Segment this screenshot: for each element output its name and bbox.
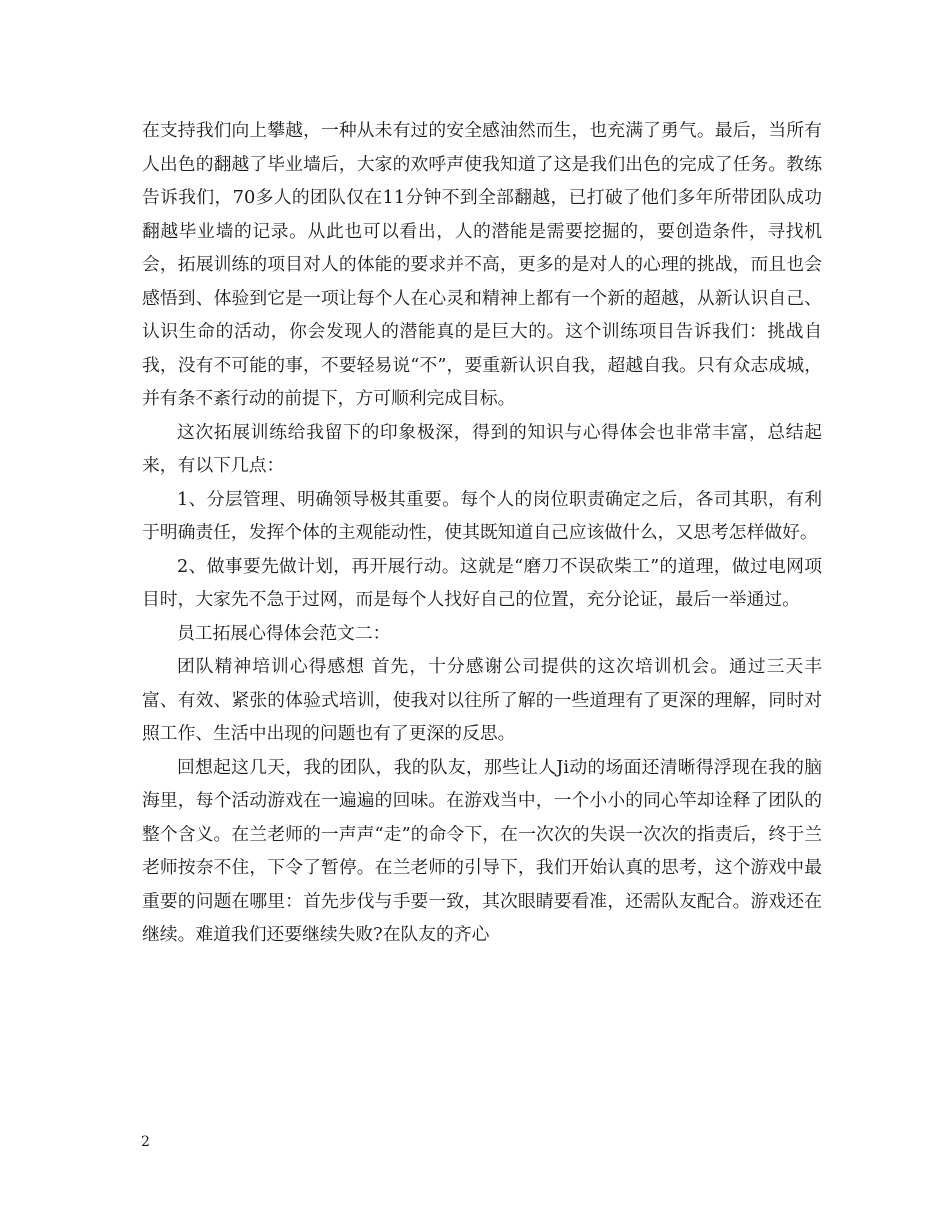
paragraph: 这次拓展训练给我留下的印象极深，得到的知识与心得体会也非常丰富，总结起来，有以下几点：	[142, 421, 822, 476]
paragraph: 2、做事要先做计划，再开展行动。这就是“磨刀不误砍柴工”的道理，做过电网项目时，大家先不急于过网，而是每个人找好自己的位置，充分论证，最后一举通过。	[142, 555, 822, 610]
body-text	[142, 114, 822, 952]
paragraph: 在支持我们向上攀越，一种从未有过的安全感油然而生，也充满了勇气。最后，当所有人出色的翻越了毕业墙后，大家的欢呼声使我知道了这是我们出色的完成了任务。教练告诉我们，70多人的团队仅在11分钟不到全部翻越，已打破了他们多年所带团队成功翻越毕业墙的记录。从此也可以看出，人的潜能是需要挖掘的，要创造条件，寻找机会，拓展训练的项目对人的体能的要求并不高，更多的是对人的心理的挑战，而且也会感悟到、体验到它是一项让每个人在心灵和精神上都有一个新的超越，从新认识自己、认识生命的活动，你会发现人的潜能真的是巨大的。这个训练项目告诉我们：挑战自我，没有不可能的事，不要轻易说“不”，要重新认识自我，超越自我。只有众志成城，并有条不紊行动的前提下，方可顺利完成目标。	[142, 120, 822, 409]
page-number: 2	[141, 1134, 150, 1150]
paragraph: 回想起这几天，我的团队，我的队友，那些让人Ji动的场面还清晰得浮现在我的脑海里，每个活动游戏在一遍遍的回味。在游戏当中，一个小小的同心竿却诠释了团队的整个含义。在兰老师的一声声“走”的命令下，在一次次的失误一次次的指责后，终于兰老师按奈不住，下令了暂停。在兰老师的引导下，我们开始认真的思考，这个游戏中最重要的问题在哪里：首先步伐与手要一致，其次眼睛要看准，还需队友配合。游戏还在继续。难道我们还要继续失败?在队友的齐心	[142, 756, 822, 945]
section-heading: 员工拓展心得体会范文二：	[177, 622, 391, 644]
paragraph: 1、分层管理、明确领导极其重要。每个人的岗位职责确定之后，各司其职，有利于明确责任，发挥个体的主观能动性，使其既知道自己应该做什么，又思考怎样做好。	[142, 488, 822, 543]
paragraph: 团队精神培训心得感想 首先，十分感谢公司提供的这次培训机会。通过三天丰富、有效、紧张的体验式培训，使我对以往所了解的一些道理有了更深的理解，同时对照工作、生活中出现的问题也有了更深的反思。	[142, 656, 822, 744]
